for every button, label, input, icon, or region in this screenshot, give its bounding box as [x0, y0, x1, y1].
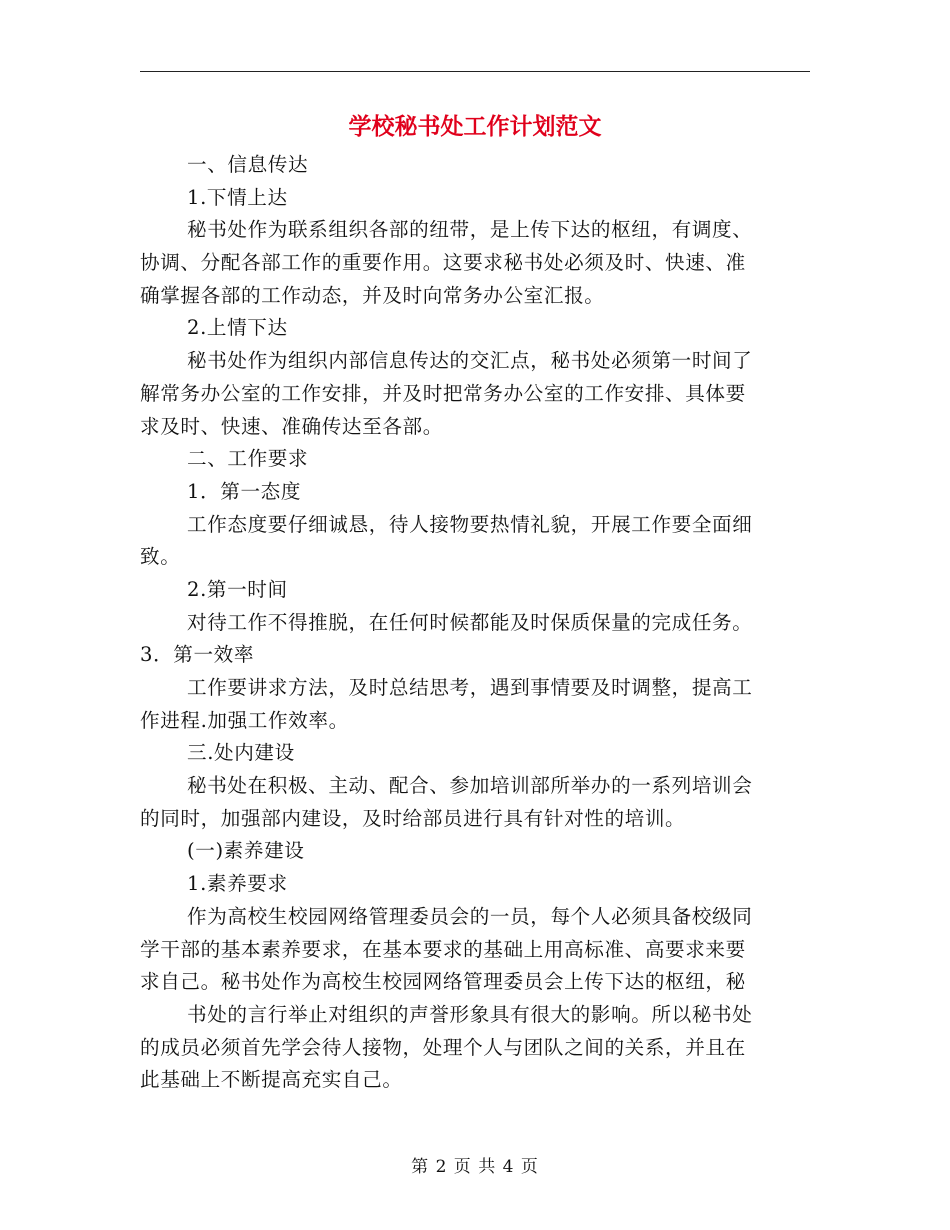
body-line: 解常务办公室的工作安排，并及时把常务办公室的工作安排、具体要 — [140, 381, 746, 405]
body-line: 三.处内建设 — [187, 741, 295, 765]
body-line: 二、工作要求 — [187, 447, 309, 471]
body-line: 工作要讲求方法，及时总结思考，遇到事情要及时调整，提高工 — [187, 676, 753, 699]
body-line: 2.上情下达 — [187, 316, 288, 340]
body-line: 1.素养要求 — [187, 872, 288, 896]
body-line: 的同时，加强部内建设，及时给部员进行具有针对性的培训。 — [140, 806, 686, 830]
page-footer: 第 2 页 共 4 页 — [411, 1157, 539, 1177]
body-line: 秘书处作为组织内部信息传达的交汇点，秘书处必须第一时间了 — [187, 349, 753, 373]
body-line: 协调、分配各部工作的重要作用。这要求秘书处必须及时、快速、准 — [140, 251, 746, 275]
body-line: 工作态度要仔细诚恳，待人接物要热情礼貌，开展工作要全面细 — [187, 512, 753, 536]
body-line: 1.下情上达 — [187, 185, 288, 209]
document-body — [140, 149, 810, 1097]
body-line: 求自己。秘书处作为高校生校园网络管理委员会上传下达的枢纽，秘 — [140, 970, 746, 994]
body-line: 3．第一效率 — [140, 643, 255, 667]
body-line: 对待工作不得推脱，在任何时候都能及时保质保量的完成任务。 — [187, 610, 753, 634]
body-line: 作进程.加强工作效率。 — [140, 708, 349, 732]
body-line: 求及时、快速、准确传达至各部。 — [140, 414, 443, 438]
body-line: 致。 — [140, 545, 181, 569]
document-title: 学校秘书处工作计划范文 — [348, 114, 602, 140]
body-line: 学干部的基本素养要求，在基本要求的基础上用高标准、高要求来要 — [140, 937, 746, 961]
body-line: 一、信息传达 — [187, 153, 309, 176]
body-line: 1．第一态度 — [187, 479, 302, 503]
body-line: 此基础上不断提高充实自己。 — [140, 1068, 403, 1092]
body-line: 作为高校生校园网络管理委员会的一员，每个人必须具备校级同 — [187, 904, 753, 928]
body-line: 秘书处在积极、主动、配合、参加培训部所举办的一系列培训会 — [187, 774, 753, 798]
body-line: (一)素养建设 — [187, 839, 305, 863]
body-line: 秘书处作为联系组织各部的纽带，是上传下达的枢纽，有调度、 — [187, 218, 753, 242]
header-rule — [140, 71, 810, 72]
body-line: 书处的言行举止对组织的声誉形象具有很大的影响。所以秘书处 — [187, 1002, 753, 1026]
body-line: 的成员必须首先学会待人接物，处理个人与团队之间的关系，并且在 — [140, 1035, 746, 1059]
body-line: 2.第一时间 — [187, 577, 288, 601]
body-line: 确掌握各部的工作动态，并及时向常务办公室汇报。 — [140, 283, 605, 307]
